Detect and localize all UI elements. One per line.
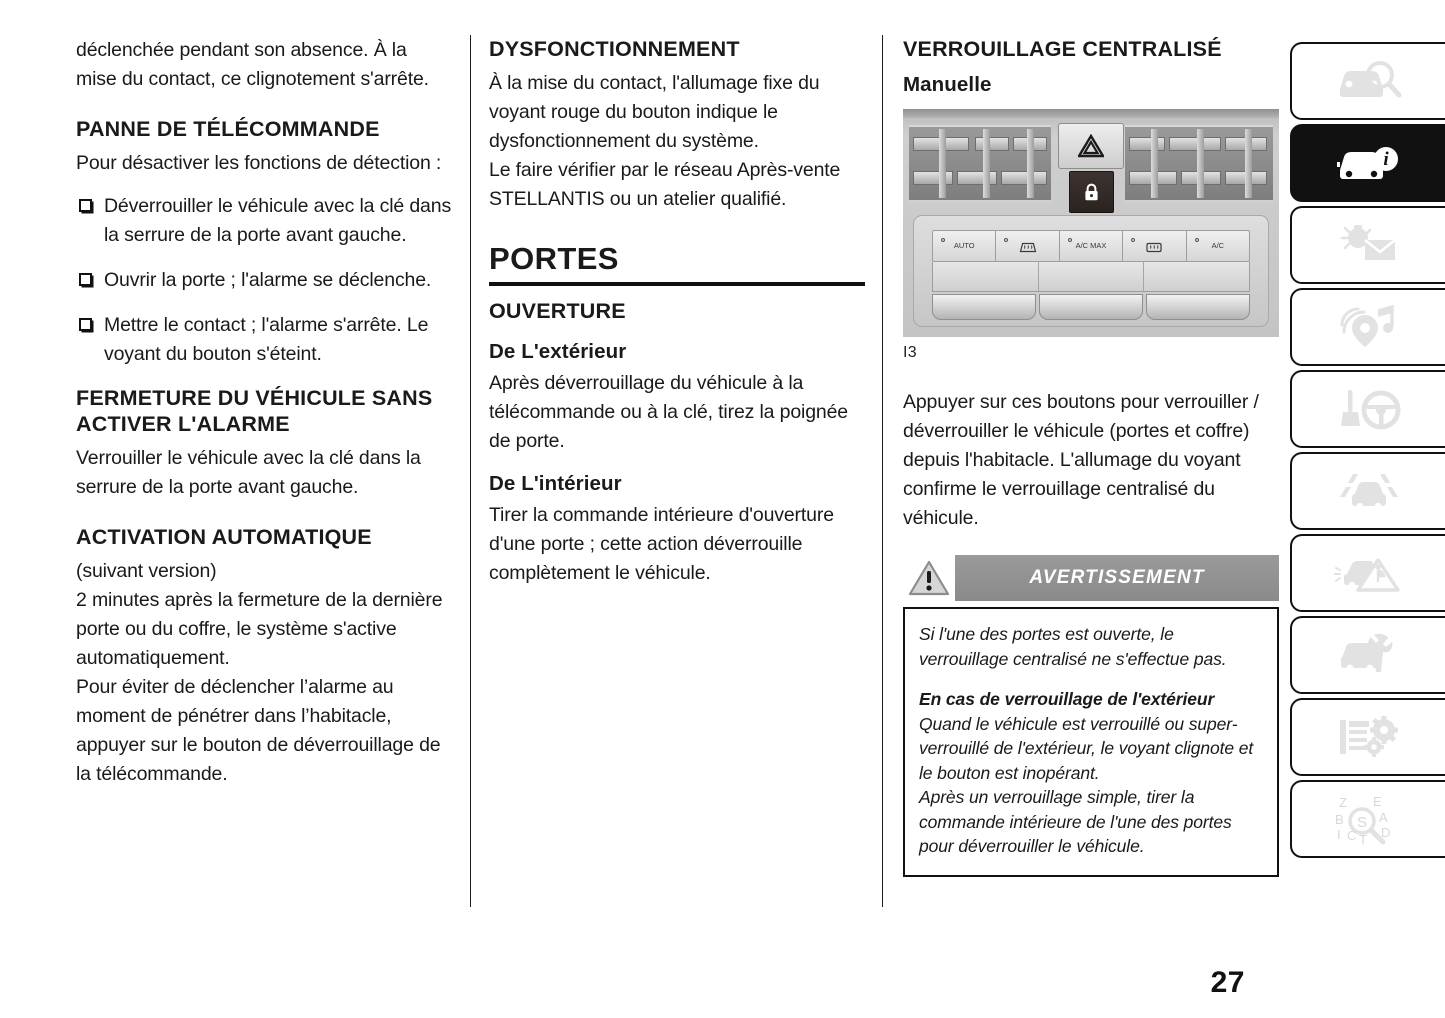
indicator-led — [1068, 238, 1072, 242]
hazard-triangle-icon — [1078, 134, 1104, 158]
page-number: 27 — [1210, 966, 1245, 999]
chapter-rule — [489, 282, 865, 286]
indicator-led — [1131, 238, 1135, 242]
verrouillage-body-text: Appuyer sur ces boutons pour verrouiller / déverrouiller le véhicule (portes et coffre) depuis l'habitacle. L'allumage du voyant confirme le verrouillage centralisé du véhicule. — [903, 391, 1259, 529]
section-tab-rail — [1290, 42, 1445, 862]
svg-text:A: A — [1378, 810, 1388, 825]
dysfonctionnement-body-1: À la mise du contact, l'allumage fixe du voyant rouge du bouton indique le dysfonctionnement du système. — [489, 72, 820, 152]
detection-steps-list — [76, 192, 452, 369]
climate-knob[interactable] — [932, 294, 1036, 320]
climate-button-row — [932, 230, 1250, 262]
air-vent-right — [1125, 125, 1273, 203]
tab-driving-aids[interactable] — [1290, 452, 1445, 530]
air-vent-left — [909, 125, 1051, 203]
text-column-1 — [76, 36, 452, 789]
warning-subtitle: En cas de verrouillage de l'extérieur — [919, 689, 1215, 709]
svg-text:E: E — [1372, 794, 1382, 809]
tab-emergency[interactable] — [1290, 534, 1445, 612]
indicator-led — [941, 238, 945, 242]
list-item-label: Ouvrir la porte ; l'alarme se déclenche. — [104, 269, 432, 291]
climate-display-segment — [1144, 262, 1249, 291]
svg-text:C: C — [1346, 828, 1356, 843]
warning-triangle-icon — [908, 559, 950, 597]
heading-dysfonctionnement: DYSFONCTIONNEMENT — [489, 37, 740, 61]
heading-ouverture: OUVERTURE — [489, 299, 626, 323]
indicator-led — [1004, 238, 1008, 242]
warning-title: AVERTISSEMENT — [1029, 567, 1205, 588]
square-bullet-icon — [79, 199, 92, 212]
column-divider-1 — [470, 35, 471, 907]
climate-button-label: A/C — [1211, 241, 1225, 250]
climate-control-panel — [913, 215, 1269, 327]
heading-verrouillage-centralise: VERROUILLAGE CENTRALISÉ — [903, 37, 1222, 61]
climate-knob[interactable] — [1146, 294, 1250, 320]
list-item — [76, 192, 452, 250]
dashboard-top-strip — [903, 109, 1279, 118]
central-locking-button[interactable] — [1069, 171, 1114, 213]
climate-button-label: AUTO — [953, 241, 975, 250]
exterieur-body-text: Après déverrouillage du véhicule à la télécommande ou à la clé, tirez la poignée de porte. — [489, 372, 849, 452]
warning-header — [903, 555, 1279, 601]
text-column-2 — [489, 36, 865, 588]
front-defrost-icon — [1019, 240, 1037, 253]
svg-text:I: I — [1336, 827, 1341, 842]
svg-text:D: D — [1380, 825, 1390, 840]
tab-comfort-lighting[interactable] — [1290, 206, 1445, 284]
list-item — [76, 311, 452, 369]
warning-block — [903, 555, 1279, 877]
dashboard-figure — [903, 109, 1279, 364]
climate-knob-row — [932, 294, 1250, 320]
subheading-de-l-interieur: De L'intérieur — [489, 472, 622, 495]
svg-text:S: S — [1356, 814, 1367, 831]
dashboard-illustration — [903, 109, 1279, 337]
warning-paragraph-3: Après un verrouillage simple, tirer la commande intérieure de l'une des portes pour déverrouiller le véhicule. — [919, 787, 1232, 856]
car-magnifier-icon — [1332, 56, 1406, 106]
climate-button-ac[interactable] — [1187, 231, 1249, 261]
square-bullet-icon — [79, 273, 92, 286]
car-lane-icon — [1332, 466, 1406, 516]
tab-maintenance[interactable] — [1290, 616, 1445, 694]
tab-vehicle-overview[interactable] — [1290, 42, 1445, 120]
svg-text:T: T — [1358, 832, 1367, 846]
climate-display-row — [932, 262, 1250, 292]
warning-paragraph-2: Quand le véhicule est verrouillé ou super-verrouillé de l'extérieur, le voyant clignote et le bouton est inopérant. — [919, 713, 1254, 783]
list-item-label: Mettre le contact ; l'alarme s'arrête. Le voyant du bouton s'éteint. — [104, 314, 429, 365]
svg-text:i: i — [1382, 149, 1389, 170]
subheading-de-l-exterieur: De L'extérieur — [489, 340, 627, 363]
rear-defrost-icon — [1145, 240, 1163, 253]
heading-activation-automatique: ACTIVATION AUTOMATIQUE — [76, 525, 372, 549]
warning-icon-holder — [903, 559, 955, 597]
activation-avoid-alarm-text: Pour éviter de déclencher l’alarme au moment de pénétrer dans l’habitacle, appuyer sur le bouton de déverrouillage de la télécommande. — [76, 676, 441, 785]
climate-button-rear-defrost[interactable] — [1123, 231, 1186, 261]
climate-button-front-defrost[interactable] — [996, 231, 1059, 261]
car-breakdown-warning-icon — [1332, 548, 1406, 598]
intro-paragraph: déclenchée pendant son absence. À la mise du contact, ce clignotement s'arrête. — [76, 39, 429, 90]
climate-knob[interactable] — [1039, 294, 1143, 320]
climate-display-segment — [1039, 262, 1145, 291]
padlock-icon — [1083, 183, 1100, 202]
chapter-title-portes: PORTES — [489, 241, 619, 276]
figure-caption: I3 — [903, 344, 917, 361]
list-item — [76, 266, 452, 295]
climate-display-segment — [933, 262, 1039, 291]
warning-paragraph-1: Si l'une des portes est ouverte, le verrouillage centralisé ne s'effectue pas. — [919, 624, 1227, 669]
warning-title-bar — [955, 555, 1279, 601]
tab-technical-data[interactable] — [1290, 698, 1445, 776]
heading-fermeture-sans-alarme: FERMETURE DU VÉHICULE SANS ACTIVER L'ALARME — [76, 386, 433, 436]
lamp-envelope-icon — [1332, 220, 1406, 270]
gearshift-steering-wheel-icon — [1332, 384, 1406, 434]
heading-panne-de-telecommande: PANNE DE TÉLÉCOMMANDE — [76, 117, 380, 141]
svg-text:B: B — [1334, 812, 1344, 827]
hazard-warning-button[interactable] — [1058, 123, 1124, 169]
column-divider-2 — [882, 35, 883, 907]
activation-body-text: 2 minutes après la fermeture de la dernière porte ou du coffre, le système s'active automatiquement. — [76, 589, 443, 669]
dysfonctionnement-body-2: Le faire vérifier par le réseau Après-vente STELLANTIS ou un atelier qualifié. — [489, 159, 841, 210]
tab-infotainment[interactable] — [1290, 288, 1445, 366]
indicator-led — [1195, 238, 1199, 242]
climate-button-ac-max[interactable] — [1060, 231, 1123, 261]
interieur-body-text: Tirer la commande intérieure d'ouverture d'une porte ; cette action déverrouille complètement le véhicule. — [489, 504, 834, 584]
climate-button-label: A/C MAX — [1075, 241, 1107, 250]
car-info-icon — [1332, 138, 1406, 188]
text-column-3 — [903, 36, 1279, 877]
tab-alphabetical-index[interactable] — [1290, 780, 1445, 858]
warning-body — [903, 607, 1279, 877]
activation-version-note: (suivant version) — [76, 560, 217, 582]
svg-text:Z: Z — [1338, 795, 1347, 810]
center-button-stack — [1058, 123, 1124, 213]
media-location-icon — [1332, 301, 1406, 353]
subheading-manuelle: Manuelle — [903, 73, 992, 96]
list-gears-icon — [1332, 712, 1406, 762]
fermeture-body-text: Verrouiller le véhicule avec la clé dans la serrure de la porte avant gauche. — [76, 447, 421, 498]
car-wrench-icon — [1332, 630, 1406, 680]
tab-driving[interactable] — [1290, 370, 1445, 448]
tab-instruments-info[interactable] — [1290, 124, 1445, 202]
index-magnifier-icon — [1331, 792, 1407, 846]
list-item-label: Déverrouiller le véhicule avec la clé dans la serrure de la porte avant gauche. — [104, 195, 452, 246]
square-bullet-icon — [79, 318, 92, 331]
climate-button-auto[interactable] — [933, 231, 996, 261]
panne-lead-text: Pour désactiver les fonctions de détection : — [76, 152, 442, 174]
